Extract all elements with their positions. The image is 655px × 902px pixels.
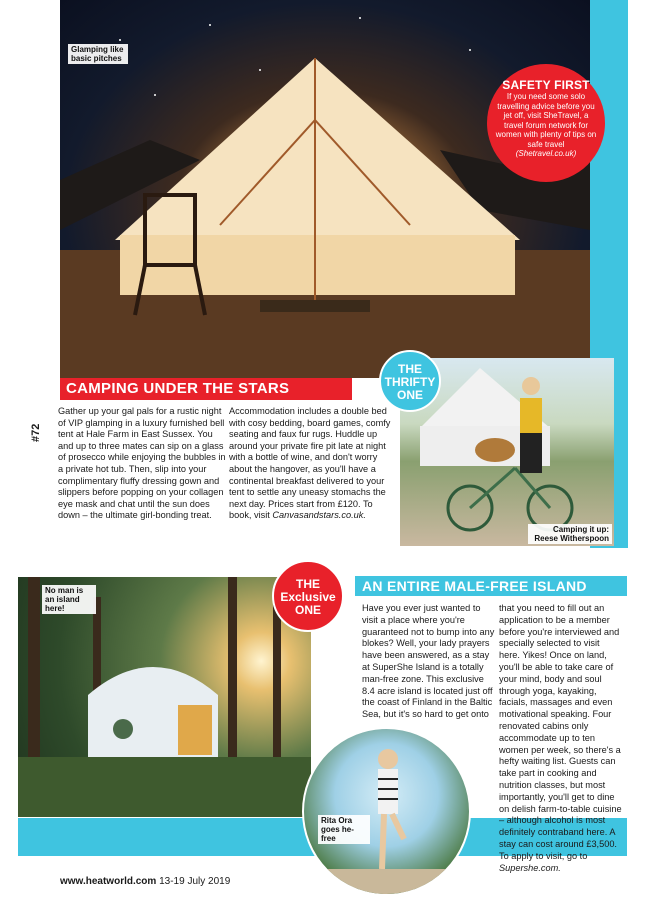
exclusive-badge: [272, 560, 344, 632]
footer: [60, 876, 230, 887]
badge-line: Exclusive: [280, 590, 336, 604]
page-number: #72: [30, 423, 42, 442]
thrifty-badge: [379, 350, 441, 412]
badge-line: THRIFTY: [384, 375, 436, 389]
badge-line: THE: [296, 577, 320, 591]
safety-first-callout: [487, 64, 605, 182]
badge-line: ONE: [294, 603, 321, 617]
camping-column-1: Gather up your gal pals for a rustic night of VIP glamping in a luxury furnished bell tent at Hale Farm in East Sussex. You and up to three mates can sip on a glass of prosecco while enjoying the bubbles in a private hot tub. Then, slip into your complimentary fluffy dressing gown and slippers before popping on your collagen eye mask and chat until the sun does down – the ultimate girl-bonding treat.: [58, 406, 226, 521]
rita-illustration: [304, 729, 469, 894]
island-headline: AN ENTIRE MALE-FREE ISLAND: [362, 578, 587, 594]
safety-body: If you need some solo travelling advice before you jet off, visit SheTravel, a travel forum network for women with plenty of tips on safe travel: [495, 92, 597, 149]
photo-tag: Glamping like basic pitches: [68, 44, 128, 64]
safety-heading: SAFETY FIRST: [502, 78, 590, 92]
camping-link[interactable]: Canvasandstars.co.uk.: [272, 510, 366, 521]
rita-caption: Rita Ora goes he-free: [318, 815, 370, 844]
island-link[interactable]: Supershe.com.: [499, 862, 561, 873]
camping-column-2-text: Accommodation includes a double bed with cosy bedding, board games, comfy seating and faux fur rugs. Huddle up around your private fire pit late at night with a bottle of wine, and don't worry about the hangover, as you'll have a continental breakfast delivered to your tent to settle any uneasy stomachs the next day. Prices start from £120. To book, visit: [229, 406, 391, 521]
footer-date: 13-19 July 2019: [159, 876, 231, 887]
tent-photo: [60, 0, 590, 378]
camping-headline: CAMPING UNDER THE STARS: [66, 380, 290, 397]
camping-column-2: [229, 406, 396, 522]
safety-link: (Shetravel.co.uk): [515, 149, 577, 158]
footer-site[interactable]: www.heatworld.com: [60, 876, 157, 887]
badge-line: THE: [398, 362, 422, 376]
yurt-photo: [18, 577, 311, 817]
reese-caption: Camping it up: Reese Witherspoon: [528, 524, 612, 544]
yurt-photo-tag: No man is an island here!: [42, 585, 96, 614]
rita-photo: [302, 727, 471, 896]
island-column-2: [499, 603, 623, 874]
badge-line: ONE: [396, 388, 423, 402]
bell-tent-illustration: [60, 0, 590, 378]
island-column-1: Have you ever just wanted to visit a place where you're guaranteed not to bump into any blokes? Well, your lady prayers have been answered, as a stay at SuperShe Island is a totally man-free zone. This exclusive 8.4 acre island is located just off the coast of Finland in the Baltic Sea, but it's so hard to get onto: [362, 603, 495, 720]
island-column-2-text: that you need to fill out an application to be a member before you're interviewed and specially selected to visit here. Yikes! Once on land, you'll be able to take care of your mind, body and soul through yoga, kayaking, facials, massages and even motivational speaking. Four renovated cabins only accommodate up to ten women per week, so there's a hefty waiting list. Guests can take part in cooking and nutrition classes, but most importantly, you'll get to dine on delish farm-to-table cuisine – although alcohol is most definitely contraband here. A stay can cost around £3,500. To apply to visit, go to: [499, 603, 622, 861]
